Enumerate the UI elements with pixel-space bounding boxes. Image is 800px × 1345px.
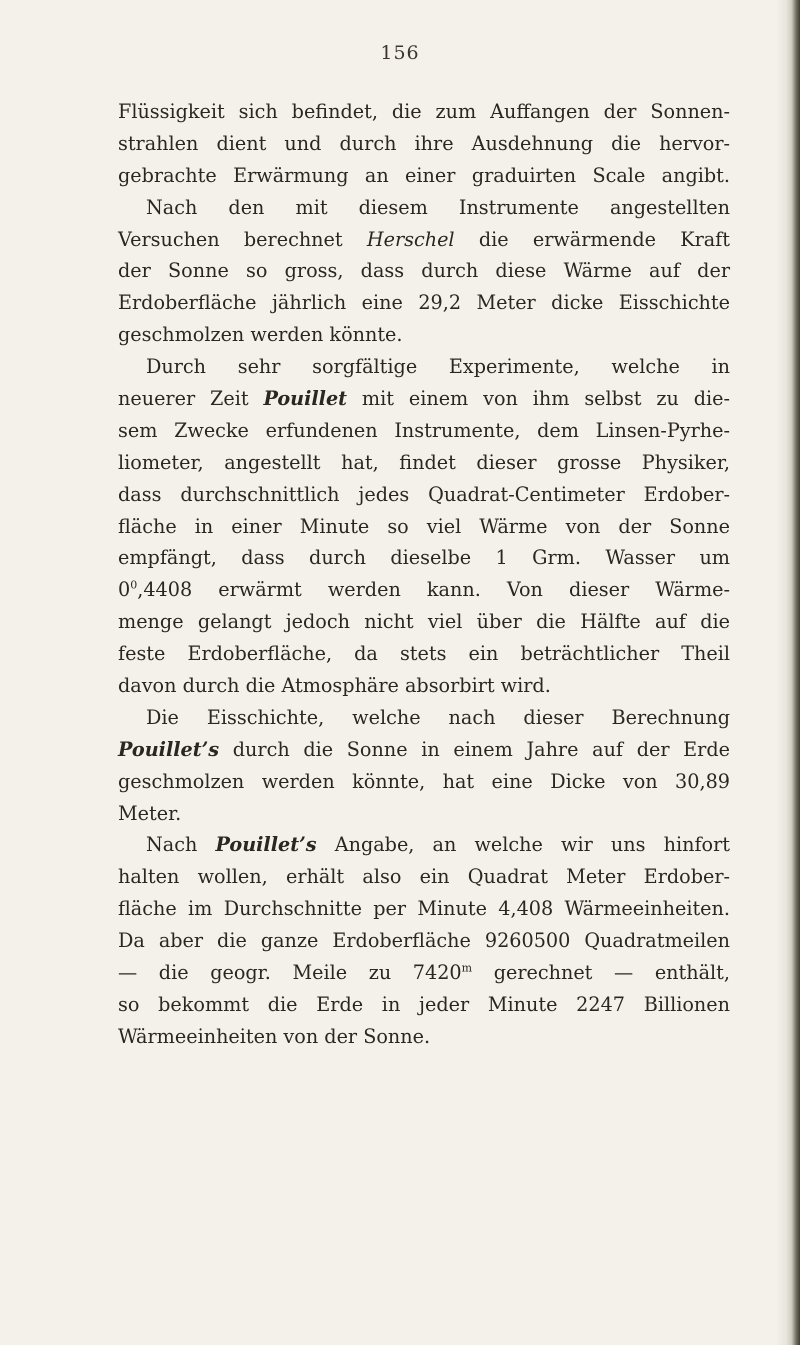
text-segment: neuerer Zeit bbox=[118, 387, 264, 411]
text-segment: die erwärmende Kraft bbox=[454, 227, 730, 251]
text-segment: Angabe, an welche wir uns hinfort bbox=[316, 833, 730, 857]
text-line: der Sonne so gross, dass durch diese Wärme auf der bbox=[118, 259, 730, 283]
text-line: strahlen dient und durch ihre Ausdehnung die hervor- bbox=[118, 131, 730, 155]
text-line: liometer, angestellt hat, findet dieser grosse Physiker, bbox=[118, 450, 730, 474]
text-line: Nach den mit diesem Instrumente angestellten bbox=[146, 195, 730, 219]
binding-shadow bbox=[776, 0, 786, 1345]
text-line: dass durchschnittlich jedes Quadrat-Centimeter Erdober- bbox=[118, 482, 730, 506]
text-line: Durch sehr sorgfältige Experimente, welche in bbox=[146, 355, 730, 379]
text-line: Erdoberfläche jährlich eine 29,2 Meter dicke Eisschichte bbox=[118, 291, 730, 315]
text-line: Meter. bbox=[118, 801, 182, 825]
text-segment: durch die Sonne in einem Jahre auf der Erde bbox=[219, 737, 730, 761]
text-line bbox=[118, 224, 730, 256]
text-line bbox=[118, 829, 730, 861]
text-line: Wärmeeinheiten von der Sonne. bbox=[118, 1024, 431, 1048]
person-name: Pouillet’s bbox=[215, 833, 317, 857]
text-line: Die Eisschichte, welche nach dieser Berechnung bbox=[146, 705, 730, 729]
text-segment: 0 bbox=[118, 578, 131, 602]
text-line: Da aber die ganze Erdoberfläche 9260500 Quadratmeilen bbox=[118, 929, 730, 953]
text-line: so bekommt die Erde in jeder Minute 2247 Billionen bbox=[118, 992, 730, 1016]
person-name: Pouillet’s bbox=[118, 737, 220, 761]
text-line: geschmolzen werden könnte. bbox=[118, 323, 403, 347]
book-binding-edge bbox=[786, 0, 800, 1345]
text-segment: Nach bbox=[146, 833, 216, 857]
text-line: menge gelangt jedoch nicht viel über die Hälfte auf die bbox=[118, 610, 730, 634]
body-text bbox=[118, 96, 730, 1053]
degree-mark: 0 bbox=[130, 578, 138, 592]
text-line: davon durch die Atmosphäre absorbirt wird. bbox=[118, 674, 551, 698]
unit-superscript: m bbox=[461, 961, 473, 975]
text-segment: Versuchen berechnet bbox=[118, 227, 367, 251]
text-line: sem Zwecke erfundenen Instrumente, dem Linsen-Pyrhe- bbox=[118, 418, 730, 442]
text-line: gebrachte Erwärmung an einer graduirten Scale angibt. bbox=[118, 163, 730, 187]
text-line: Flüssigkeit sich befindet, die zum Auffangen der Sonnen- bbox=[118, 100, 730, 123]
text-segment: mit einem von ihm selbst zu die- bbox=[347, 387, 731, 411]
text-line bbox=[118, 574, 730, 606]
text-segment: — die geogr. Meile zu 7420 bbox=[118, 961, 462, 985]
text-line: feste Erdoberfläche, da stets ein beträchtlicher Theil bbox=[118, 642, 730, 666]
text-line: geschmolzen werden könnte, hat eine Dicke von 30,89 bbox=[118, 769, 730, 793]
text-segment: ,4408 erwärmt werden kann. Von dieser Wärme- bbox=[137, 578, 730, 602]
page-number: 156 bbox=[380, 42, 420, 64]
text-segment: gerechnet — enthält, bbox=[472, 961, 730, 985]
text-line: fläche im Durchschnitte per Minute 4,408 Wärmeeinheiten. bbox=[118, 897, 730, 921]
text-line bbox=[118, 383, 730, 415]
text-line bbox=[118, 957, 730, 989]
person-name: Herschel bbox=[366, 227, 455, 251]
text-line: empfängt, dass durch dieselbe 1 Grm. Wasser um bbox=[118, 546, 730, 570]
text-line: halten wollen, erhält also ein Quadrat Meter Erdober- bbox=[118, 865, 730, 889]
text-line: fläche in einer Minute so viel Wärme von der Sonne bbox=[118, 514, 730, 538]
text-line bbox=[118, 734, 730, 766]
person-name: Pouillet bbox=[263, 387, 348, 411]
